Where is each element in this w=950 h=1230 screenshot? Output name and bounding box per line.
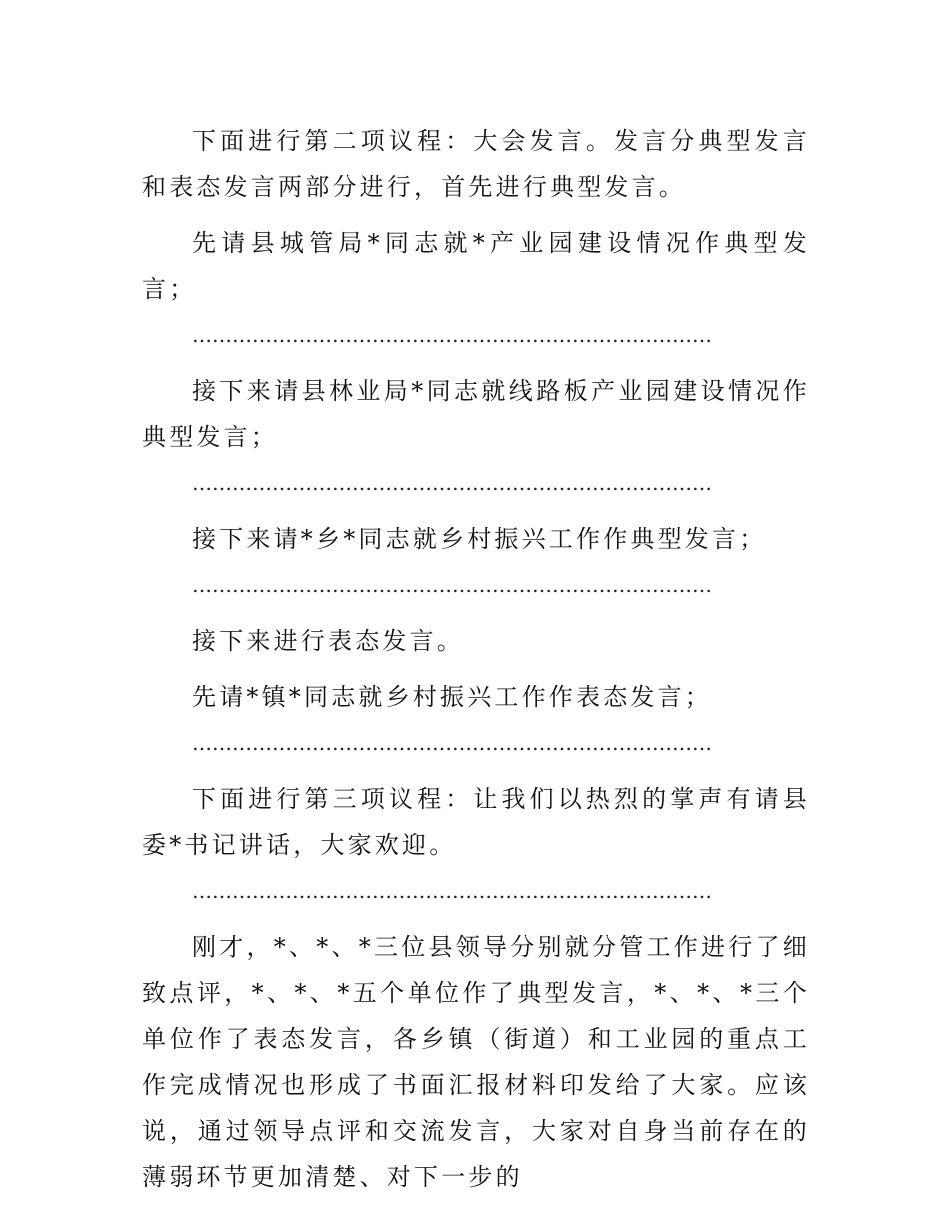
paragraph-agenda-three: 下面进行第三项议程：让我们以热烈的掌声有请县委*书记讲话，大家欢迎。 <box>142 785 810 859</box>
ellipsis-line: …………………………………………………………………… <box>192 323 712 347</box>
paragraph-pledge-intro: 接下来进行表态发言。 <box>192 627 464 655</box>
document-body <box>142 118 810 1200</box>
ellipsis-line: …………………………………………………………………… <box>192 471 712 495</box>
paragraph-forestry-speech: 接下来请县林业局*同志就线路板产业园建设情况作典型发言； <box>142 377 810 451</box>
paragraph-summary: 刚才，*、*、*三位县领导分别就分管工作进行了细致点评，*、*、*五个单位作了典型发言，*、*、*三个单位作了表态发言，各乡镇（街道）和工业园的重点工作完成情况也形成了书面汇报材料印发给了大家。应该说，通过领导点评和交流发言，大家对自身当前存在的薄弱环节更加清楚、对下一步的 <box>142 933 810 1191</box>
ellipsis-line: …………………………………………………………………… <box>192 879 712 903</box>
paragraph-township-speech: 接下来请*乡*同志就乡村振兴工作作典型发言； <box>192 525 767 553</box>
ellipsis-line: …………………………………………………………………… <box>192 573 712 597</box>
paragraph-urban-management-speech: 先请县城管局*同志就*产业园建设情况作典型发言； <box>142 229 810 303</box>
paragraph-agenda-two: 下面进行第二项议程：大会发言。发言分典型发言和表态发言两部分进行，首先进行典型发言。 <box>142 127 810 201</box>
paragraph-town-pledge: 先请*镇*同志就乡村振兴工作作表态发言； <box>192 683 712 711</box>
ellipsis-line: …………………………………………………………………… <box>192 731 712 755</box>
